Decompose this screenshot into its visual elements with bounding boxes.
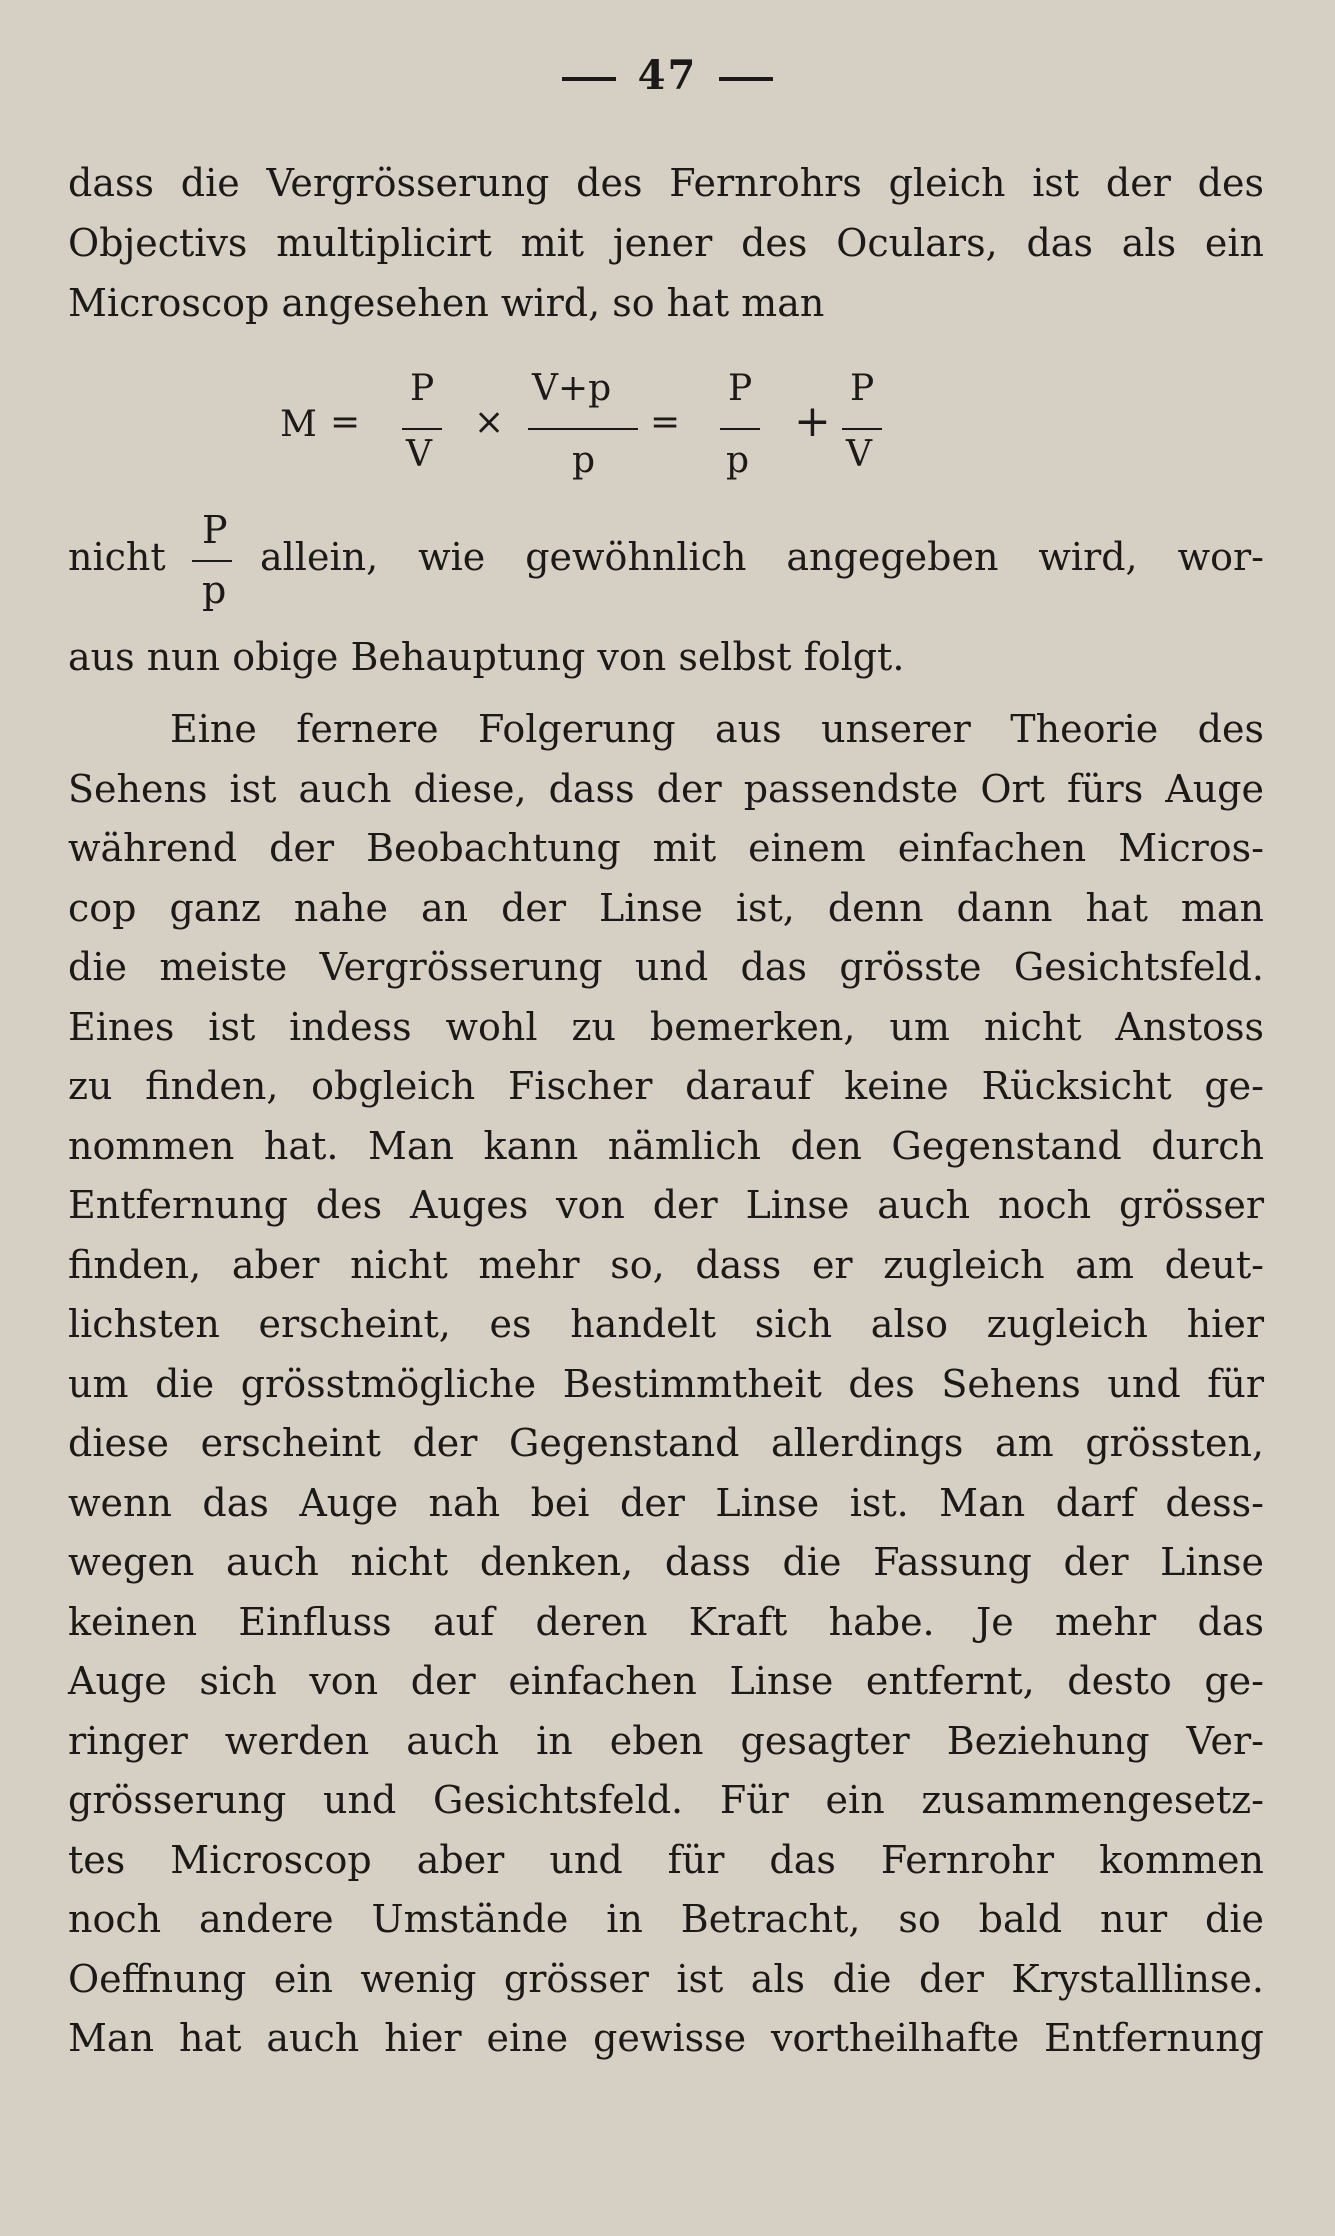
magnification-equation xyxy=(280,368,900,488)
text-line: zu finden, obgleich Fischer darauf keine Rücksicht ge- xyxy=(68,1064,1264,1108)
frac4-bar xyxy=(842,428,882,430)
text-line: lichsten erscheint, es handelt sich also zugleich hier xyxy=(68,1302,1264,1346)
header-dash-right xyxy=(719,77,773,81)
text-line: wenn das Auge nah bei der Linse ist. Man darf dess- xyxy=(68,1481,1264,1525)
inline-frac-numerator: P xyxy=(202,508,228,552)
text-line: noch andere Umstände in Betracht, so bald nur die xyxy=(68,1897,1264,1941)
eq-lhs: M xyxy=(280,404,317,445)
header-dash-left xyxy=(562,77,616,81)
frac2-numerator: V+p xyxy=(532,368,612,409)
text-line: tes Microscop aber und für das Fernrohr kommen xyxy=(68,1838,1264,1882)
text-after-fraction: allein, wie gewöhnlich angegeben wird, wor- xyxy=(260,535,1264,579)
text-line: Microscop angesehen wird, so hat man xyxy=(68,281,825,325)
frac3-numerator: P xyxy=(728,368,753,409)
text-line: um die grösstmögliche Bestimmtheit des Sehens und für xyxy=(68,1362,1264,1406)
text-line: aus nun obige Behauptung von selbst folgt. xyxy=(68,635,905,679)
inline-frac-denominator: p xyxy=(202,568,227,612)
text-line: diese erscheint der Gegenstand allerdings am grössten, xyxy=(68,1421,1264,1465)
frac4-numerator: P xyxy=(850,368,875,409)
text-line: Sehens ist auch diese, dass der passendste Ort fürs Auge xyxy=(68,767,1264,811)
frac2-denominator: p xyxy=(572,440,596,481)
text-line: grösserung und Gesichtsfeld. Für ein zusammengesetz- xyxy=(68,1778,1264,1822)
text-line: ringer werden auch in eben gesagter Beziehung Ver- xyxy=(68,1719,1264,1763)
text-line: cop ganz nahe an der Linse ist, denn dann hat man xyxy=(68,886,1264,930)
text-line: dass die Vergrösserung des Fernrohrs gleich ist der des xyxy=(68,161,1264,205)
page-number: 47 xyxy=(637,52,698,99)
text-line: die meiste Vergrösserung und das grösste Gesichtsfeld. xyxy=(68,945,1264,989)
text-line: wegen auch nicht denken, dass die Fassung der Linse xyxy=(68,1540,1264,1584)
frac1-numerator: P xyxy=(410,368,435,409)
frac2-bar xyxy=(528,428,638,430)
text-line: Eine fernere Folgerung aus unserer Theorie des xyxy=(170,707,1264,751)
text-line: finden, aber nicht mehr so, dass er zugleich am deut- xyxy=(68,1243,1264,1287)
page-header xyxy=(0,52,1335,99)
text-line: keinen Einfluss auf deren Kraft habe. Je mehr das xyxy=(68,1600,1264,1644)
frac1-bar xyxy=(402,428,442,430)
text-line: während der Beobachtung mit einem einfachen Micros- xyxy=(68,826,1264,870)
text-line: Entfernung des Auges von der Linse auch noch grösser xyxy=(68,1183,1264,1227)
text-line: Man hat auch hier eine gewisse vortheilhafte Entfernung xyxy=(68,2016,1264,2060)
text-before-fraction: nicht xyxy=(68,535,166,579)
eq-times: × xyxy=(474,402,505,443)
frac4-denominator: V xyxy=(846,434,872,475)
eq-plus: + xyxy=(794,396,831,447)
inline-frac-bar xyxy=(192,560,232,562)
text-line: Auge sich von der einfachen Linse entfernt, desto ge- xyxy=(68,1659,1264,1703)
text-line: Objectivs multiplicirt mit jener des Oculars, das als ein xyxy=(68,221,1264,265)
frac3-denominator: p xyxy=(726,440,750,481)
eq-equals-2: = xyxy=(650,402,681,443)
text-line: Eines ist indess wohl zu bemerken, um nicht Anstoss xyxy=(68,1005,1264,1049)
text-line: Oeffnung ein wenig grösser ist als die der Krystalllinse. xyxy=(68,1957,1264,2001)
frac3-bar xyxy=(720,428,760,430)
text-line: nommen hat. Man kann nämlich den Gegenstand durch xyxy=(68,1124,1264,1168)
eq-equals: = xyxy=(330,402,361,443)
inline-fraction-line xyxy=(68,508,1264,618)
frac1-denominator: V xyxy=(406,434,432,475)
